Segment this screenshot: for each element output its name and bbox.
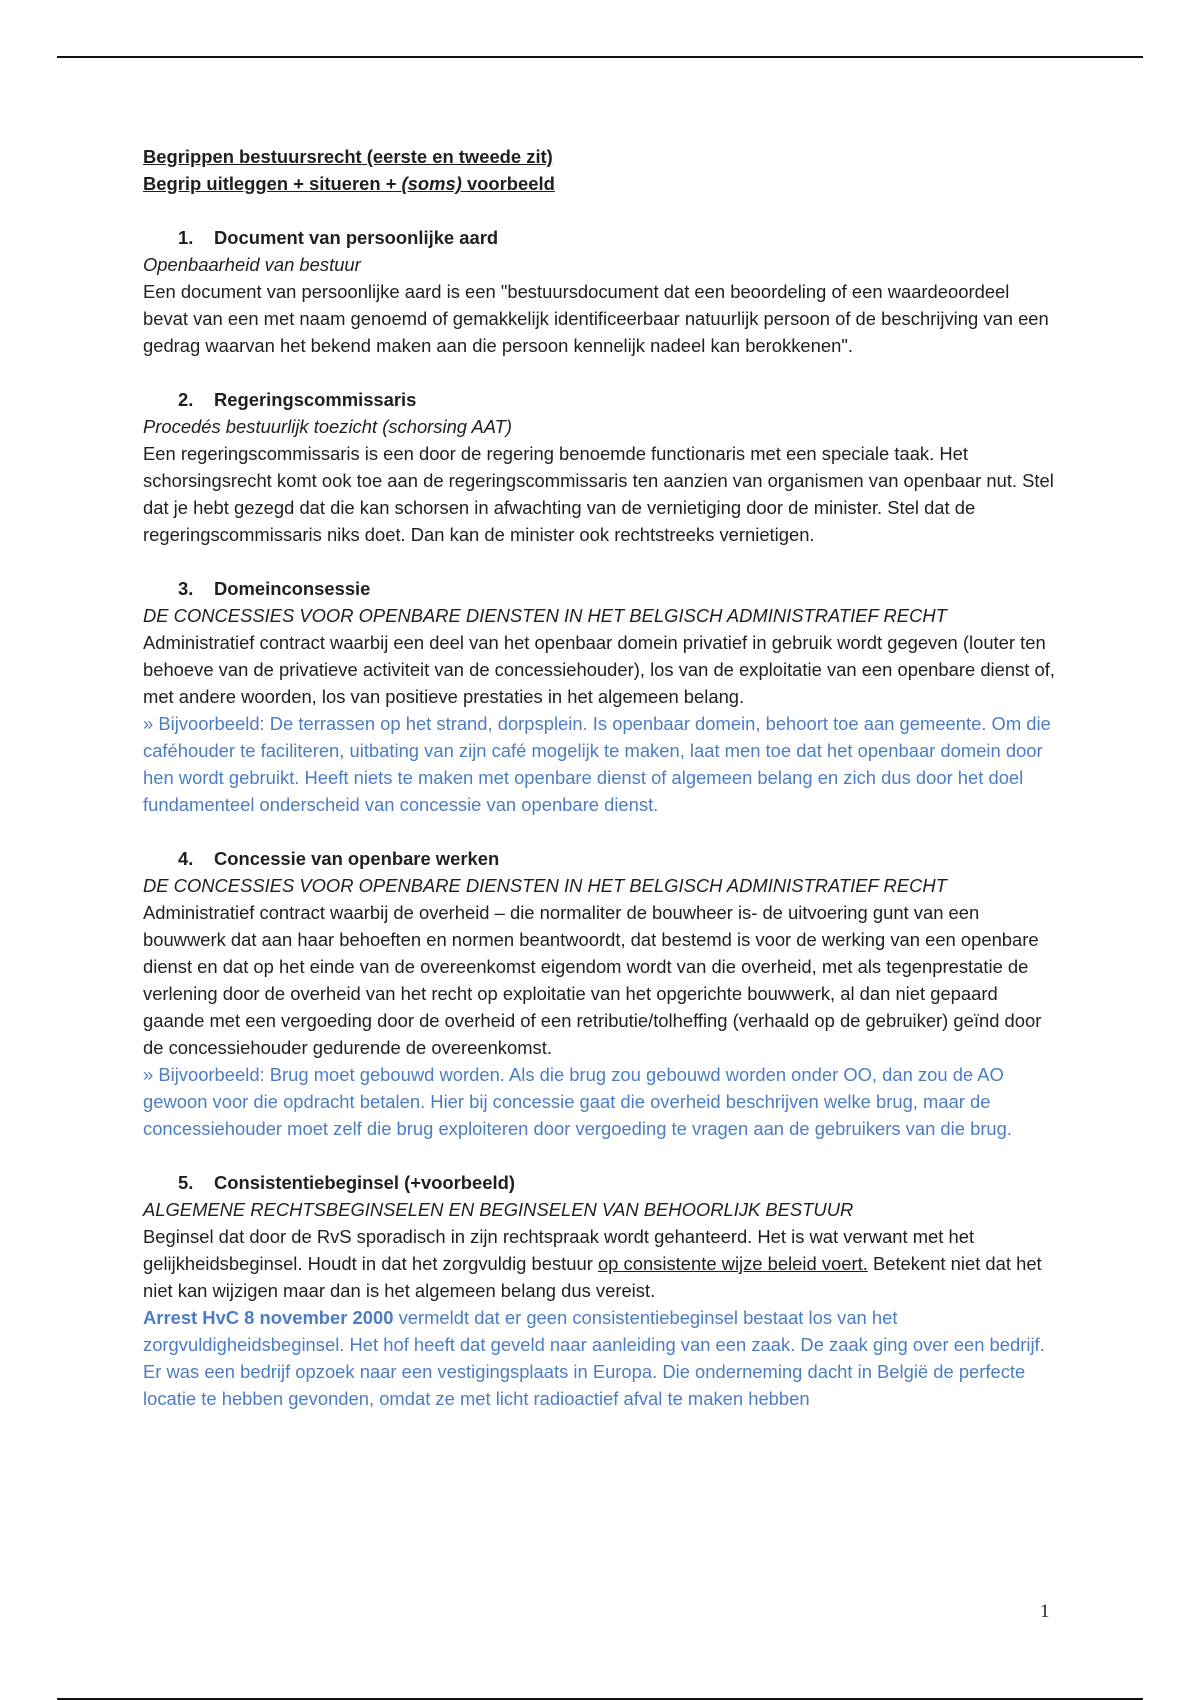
section-source: Openbaarheid van bestuur (143, 254, 361, 275)
document-body (143, 143, 1058, 1412)
section-example: » Bijvoorbeeld: Brug moet gebouwd worden. Als die brug zou gebouwd worden onder OO, dan zou de AO gewoon voor die opdracht betalen. Hier bij concessie gaat die overheid beschrijven welke brug, maar de concessiehouder moet zelf die brug exploiteren door vergoeding te vragen aan de gebruikers van die brug. (143, 1064, 1013, 1139)
section-heading: 4. Concessie van openbare werken (178, 848, 500, 869)
case-reference: Arrest HvC 8 november 2000 (143, 1307, 394, 1328)
section-1 (143, 224, 1058, 359)
document-title: Begrippen bestuursrecht (eerste en tweede zit) (143, 146, 553, 167)
section-3 (143, 575, 1058, 818)
section-text: Een document van persoonlijke aard is een "bestuursdocument dat een beoordeling of een waardeoordeel bevat van een met naam genoemd of gemakkelijk identificeerbaar natuurlijk persoon of de beschrijving van een gedrag waarvan het bekend maken aan die persoon kennelijk nadeel kan berokkenen". (143, 281, 1049, 356)
section-source: ALGEMENE RECHTSBEGINSELEN EN BEGINSELEN VAN BEHOORLIJK BESTUUR (143, 1199, 854, 1220)
section-example: » Bijvoorbeeld: De terrassen op het strand, dorpsplein. Is openbaar domein, behoort toe aan gemeente. Om die caféhouder te faciliteren, uitbating van zijn café mogelijk te maken, laat men toe dat het openbaar domein door hen wordt gebruikt. Heeft niets te maken met openbare dienst of algemeen belang en zich dus door het doel fundamenteel onderscheid van concessie van openbare dienst. (143, 713, 1051, 815)
section-heading: 5. Consistentiebeginsel (+voorbeeld) (178, 1172, 515, 1193)
section-text: Administratief contract waarbij de overheid – die normaliter de bouwheer is- de uitvoering gunt van een bouwwerk dat aan haar behoeften en normen beantwoordt, dat bestemd is voor de werking van een openbare dienst en dat op het einde van de overeenkomst eigendom wordt van die overheid, met als tegenprestatie de verlening door de overheid van het recht op exploitatie van het opgerichte bouwwerk, al dan niet gepaard gaande met een vergoeding door de overheid of een retributie/tolheffing (verhaald op de gebruiker) geïnd door de concessiehouder gedurende de overeenkomst. (143, 902, 1042, 1058)
section-example: Arrest HvC 8 november 2000 vermeldt dat er geen consistentiebeginsel bestaat los van het zorgvuldigheidsbeginsel. Het hof heeft dat geveld naar aanleiding van een zaak. De zaak ging over een bedrijf. Er was een bedrijf opzoek naar een vestigingsplaats in Europa. Die onderneming dacht in België de perfecte locatie te hebben gevonden, omdat ze met licht radioactief afval te maken hebben (143, 1307, 1045, 1409)
section-text: Een regeringscommissaris is een door de regering benoemde functionaris met een speciale taak. Het schorsingsrecht komt ook toe aan de regeringscommissaris ten aanzien van organismen van openbaar nut. Stel dat je hebt gezegd dat die kan schorsen in afwachting van de vernietiging door de minister. Stel dat de regeringscommissaris niks doet. Dan kan de minister ook rechtstreeks vernietigen. (143, 443, 1054, 545)
section-text: Beginsel dat door de RvS sporadisch in zijn rechtspraak wordt gehanteerd. Het is wat verwant met het gelijkheidsbeginsel. Houdt in dat het zorgvuldig bestuur op consistente wijze beleid voert. Betekent niet dat het niet kan wijzigen maar dan is het algemeen belang dus vereist. (143, 1226, 1042, 1301)
section-source: DE CONCESSIES VOOR OPENBARE DIENSTEN IN HET BELGISCH ADMINISTRATIEF RECHT (143, 605, 947, 626)
section-2 (143, 386, 1058, 548)
section-heading: 3. Domeinconsessie (178, 578, 371, 599)
document-subtitle: Begrip uitleggen + situeren + (soms) voorbeeld (143, 173, 555, 194)
section-source: DE CONCESSIES VOOR OPENBARE DIENSTEN IN HET BELGISCH ADMINISTRATIEF RECHT (143, 875, 947, 896)
underlined-phrase: op consistente wijze beleid voert. (597, 1253, 868, 1274)
section-text: Administratief contract waarbij een deel van het openbaar domein privatief in gebruik wordt gegeven (louter ten behoeve van de privatieve activiteit van de concessiehouder), los van de exploitatie van een openbare dienst of, met andere woorden, los van positieve prestaties in het algemeen belang. (143, 632, 1055, 707)
section-source: Procedés bestuurlijk toezicht (schorsing AAT) (143, 416, 512, 437)
section-4 (143, 845, 1058, 1142)
section-heading: 2. Regeringscommissaris (178, 389, 417, 410)
header-rule (57, 56, 1143, 58)
section-5 (143, 1169, 1058, 1412)
section-heading: 1. Document van persoonlijke aard (178, 227, 499, 248)
page-number: 1 (1040, 1601, 1050, 1622)
